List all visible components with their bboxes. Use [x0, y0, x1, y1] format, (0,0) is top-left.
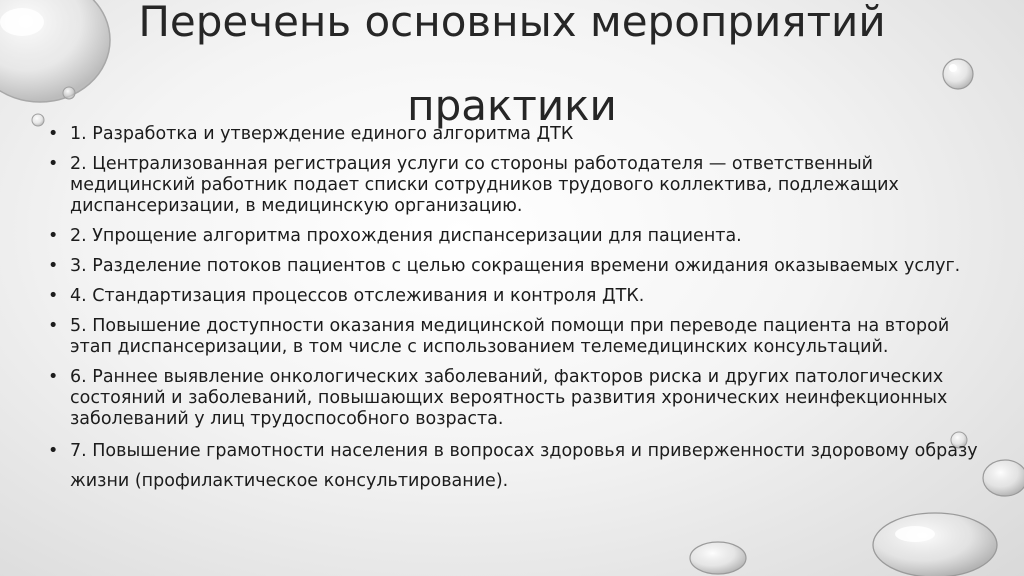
list-item [48, 367, 978, 430]
list-item [48, 256, 978, 277]
bullet-list [48, 124, 978, 505]
list-item [48, 124, 978, 145]
bullet-icon: • [48, 256, 59, 276]
bullet-icon: • [48, 367, 59, 387]
drop-bottom-right [873, 513, 997, 576]
list-item-text: 1. Разработка и утверждение единого алгоритма ДТК [70, 124, 574, 144]
list-item [48, 154, 978, 217]
slide-title-line-1: Перечень основных мероприятий [138, 0, 886, 46]
list-item-text: 2. Упрощение алгоритма прохождения диспансеризации для пациента. [70, 226, 742, 246]
list-item-text: 4. Стандартизация процессов отслеживания и контроля ДТК. [70, 286, 645, 306]
list-item-text: 6. Раннее выявление онкологических заболеваний, факторов риска и других патологических состояний и заболеваний, повышающих вероятность развития хронических неинфекционных заболеваний у лиц трудоспособного возраста. [70, 367, 948, 429]
list-item-text: 5. Повышение доступности оказания медицинской помощи при переводе пациента на второй этап диспансеризации, в том числе с использованием телемедицинских консультаций. [70, 316, 950, 357]
list-item [48, 226, 978, 247]
bullet-icon: • [48, 316, 59, 336]
list-item-text: 7. Повышение грамотности населения в вопросах здоровья и приверженности здоровому образу жизни (профилактическое консультирование). [70, 441, 978, 491]
list-item-text: 2. Централизованная регистрация услуги со стороны работодателя — ответственный медицинский работник подает списки сотрудников трудового коллектива, подлежащих диспансеризации, в медицинскую организацию. [70, 154, 899, 216]
bullet-icon: • [48, 441, 59, 461]
list-item-text: 3. Разделение потоков пациентов с целью сокращения времени ожидания оказываемых услуг. [70, 256, 961, 276]
list-item [48, 316, 978, 358]
slide-title-line-2: практики [407, 81, 617, 130]
drop-right-mid [983, 460, 1024, 496]
bullet-icon: • [48, 154, 59, 174]
bullet-icon: • [48, 226, 59, 246]
bullet-icon: • [48, 286, 59, 306]
list-item [48, 286, 978, 307]
bullet-icon: • [48, 124, 59, 144]
drop-bottom-center [690, 542, 746, 574]
list-item [48, 436, 978, 496]
